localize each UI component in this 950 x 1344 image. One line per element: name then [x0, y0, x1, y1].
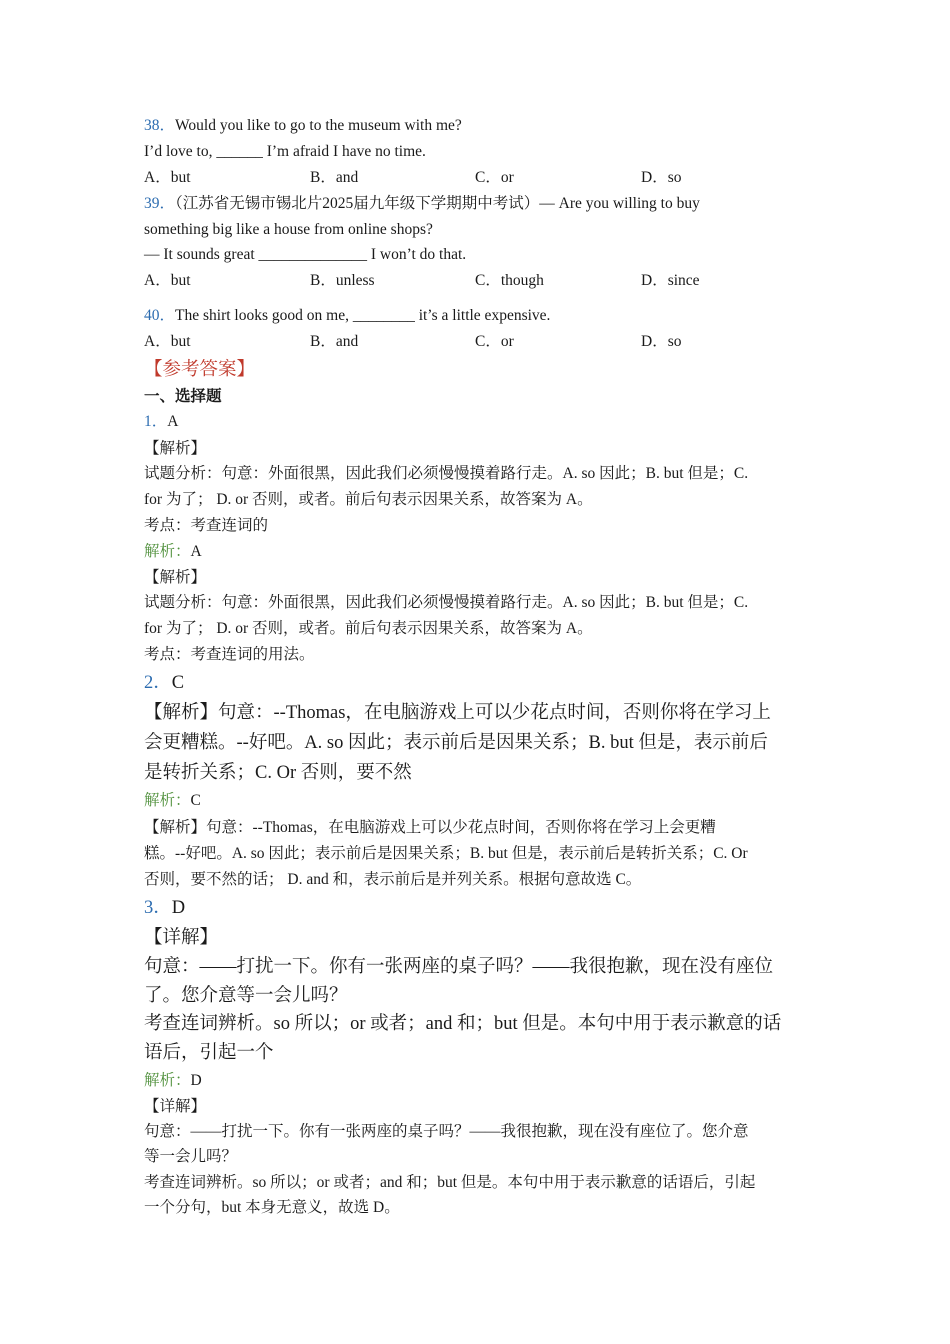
detail-text: 语后，引起一个	[144, 1043, 274, 1063]
analysis-text: 糕。--好吧。A. so 因此；表示前后是因果关系；B. but 但是，表示前后是转折关系；C. Or	[144, 845, 748, 862]
jiexi-line	[144, 791, 201, 811]
option-b: B．and	[310, 169, 359, 186]
analysis-text: 【解析】句意：--Thomas，在电脑游戏上可以少花点时间，否则你将在学习上会更糟	[144, 819, 716, 836]
answer-letter: C	[171, 673, 185, 693]
analysis-text: 是转折关系；C. Or 否则，要不然	[144, 763, 412, 783]
question-text: I’d love to, ______ I’m afraid I have no time.	[144, 143, 426, 160]
jiexi-value: C	[190, 792, 201, 809]
jiexi-value: D	[190, 1072, 202, 1089]
option-b: B．and	[310, 333, 359, 350]
jiexi-label: 解析：	[144, 792, 191, 809]
option-c: C．or	[475, 333, 514, 350]
option-c: C．or	[475, 169, 514, 186]
question-number: 39．	[144, 195, 176, 212]
analysis-text: for 为了； D. or 否则，或者。前后句表示因果关系，故答案为 A。	[144, 491, 593, 508]
option-a: A．but	[144, 169, 191, 186]
question-text: something big like a house from online shops?	[144, 221, 433, 238]
answer-letter: A	[167, 413, 179, 430]
option-d: D．so	[641, 333, 682, 350]
answer-number: 1．	[144, 413, 168, 430]
question-text: — It sounds great ______________ I won’t do that.	[144, 246, 467, 263]
option-c: C．though	[475, 272, 544, 289]
section-title: 一、选择题	[144, 388, 222, 405]
jiexi-label: 解析：	[144, 1072, 191, 1089]
jiexi-line	[144, 1071, 202, 1091]
analysis-tag: 【解析】	[144, 440, 207, 457]
answer-2	[144, 671, 184, 695]
question-number: 38．	[144, 117, 176, 134]
analysis-text: 试题分析：句意：外面很黑，因此我们必须慢慢摸着路行走。A. so 因此；B. but 但是；C.	[144, 594, 749, 611]
answer-3	[144, 896, 185, 920]
analysis-text: 试题分析：句意：外面很黑，因此我们必须慢慢摸着路行走。A. so 因此；B. but 但是；C.	[144, 465, 749, 482]
answer-number: 3．	[144, 898, 172, 918]
detail-text: 考查连词辨析。so 所以；or 或者；and 和；but 但是。本句中用于表示歉意的话	[144, 1014, 782, 1034]
question-39	[144, 194, 700, 214]
jiexi-line	[144, 542, 202, 562]
detail-text: 句意：——打扰一下。你有一张两座的桌子吗？——我很抱歉，现在没有座位	[144, 957, 774, 977]
question-text: （江苏省无锡市锡北片2025届九年级下学期期中考试）— Are you willing to buy	[175, 195, 700, 212]
option-d: D．since	[641, 272, 700, 289]
jiexi-value: A	[190, 543, 202, 560]
question-text: The shirt looks good on me, ________ it’s a little expensive.	[175, 307, 551, 324]
analysis-text: 【解析】句意：--Thomas，在电脑游戏上可以少花点时间，否则你将在学习上	[144, 703, 771, 723]
detail-text: 了。您介意等一会儿吗？	[144, 986, 348, 1006]
analysis-text: 会更糟糕。--好吧。A. so 因此；表示前后是因果关系；B. but 但是，表示前后	[144, 733, 768, 753]
question-38	[144, 116, 462, 136]
answer-number: 2．	[144, 673, 172, 693]
exam-point: 考点：考查连词的用法。	[144, 646, 315, 663]
question-number: 40．	[144, 307, 176, 324]
jiexi-label: 解析：	[144, 543, 191, 560]
detail-tag: 【详解】	[144, 928, 219, 948]
detail-tag: 【详解】	[144, 1098, 207, 1115]
analysis-tag: 【解析】	[144, 569, 207, 586]
exam-point: 考点：考查连词的	[144, 517, 269, 534]
answer-letter: D	[171, 898, 186, 918]
detail-text: 句意：——打扰一下。你有一张两座的桌子吗？——我很抱歉，现在没有座位了。您介意	[144, 1123, 749, 1140]
detail-text: 等一会儿吗？	[144, 1148, 238, 1165]
option-a: A．but	[144, 333, 191, 350]
question-text: Would you like to go to the museum with me?	[175, 117, 462, 134]
answer-1	[144, 412, 178, 432]
option-d: D．so	[641, 169, 682, 186]
option-b: B．unless	[310, 272, 375, 289]
question-40	[144, 306, 550, 326]
analysis-text: for 为了； D. or 否则，或者。前后句表示因果关系，故答案为 A。	[144, 620, 593, 637]
option-a: A．but	[144, 272, 191, 289]
analysis-text: 否则，要不然的话； D. and 和，表示前后是并列关系。根据句意故选 C。	[144, 871, 642, 888]
detail-text: 考查连词辨析。so 所以；or 或者；and 和；but 但是。本句中用于表示歉意的话语后，引起	[144, 1174, 756, 1191]
detail-text: 一个分句，but 本身无意义，故选 D。	[144, 1199, 400, 1216]
answer-header: 【参考答案】	[144, 360, 256, 380]
